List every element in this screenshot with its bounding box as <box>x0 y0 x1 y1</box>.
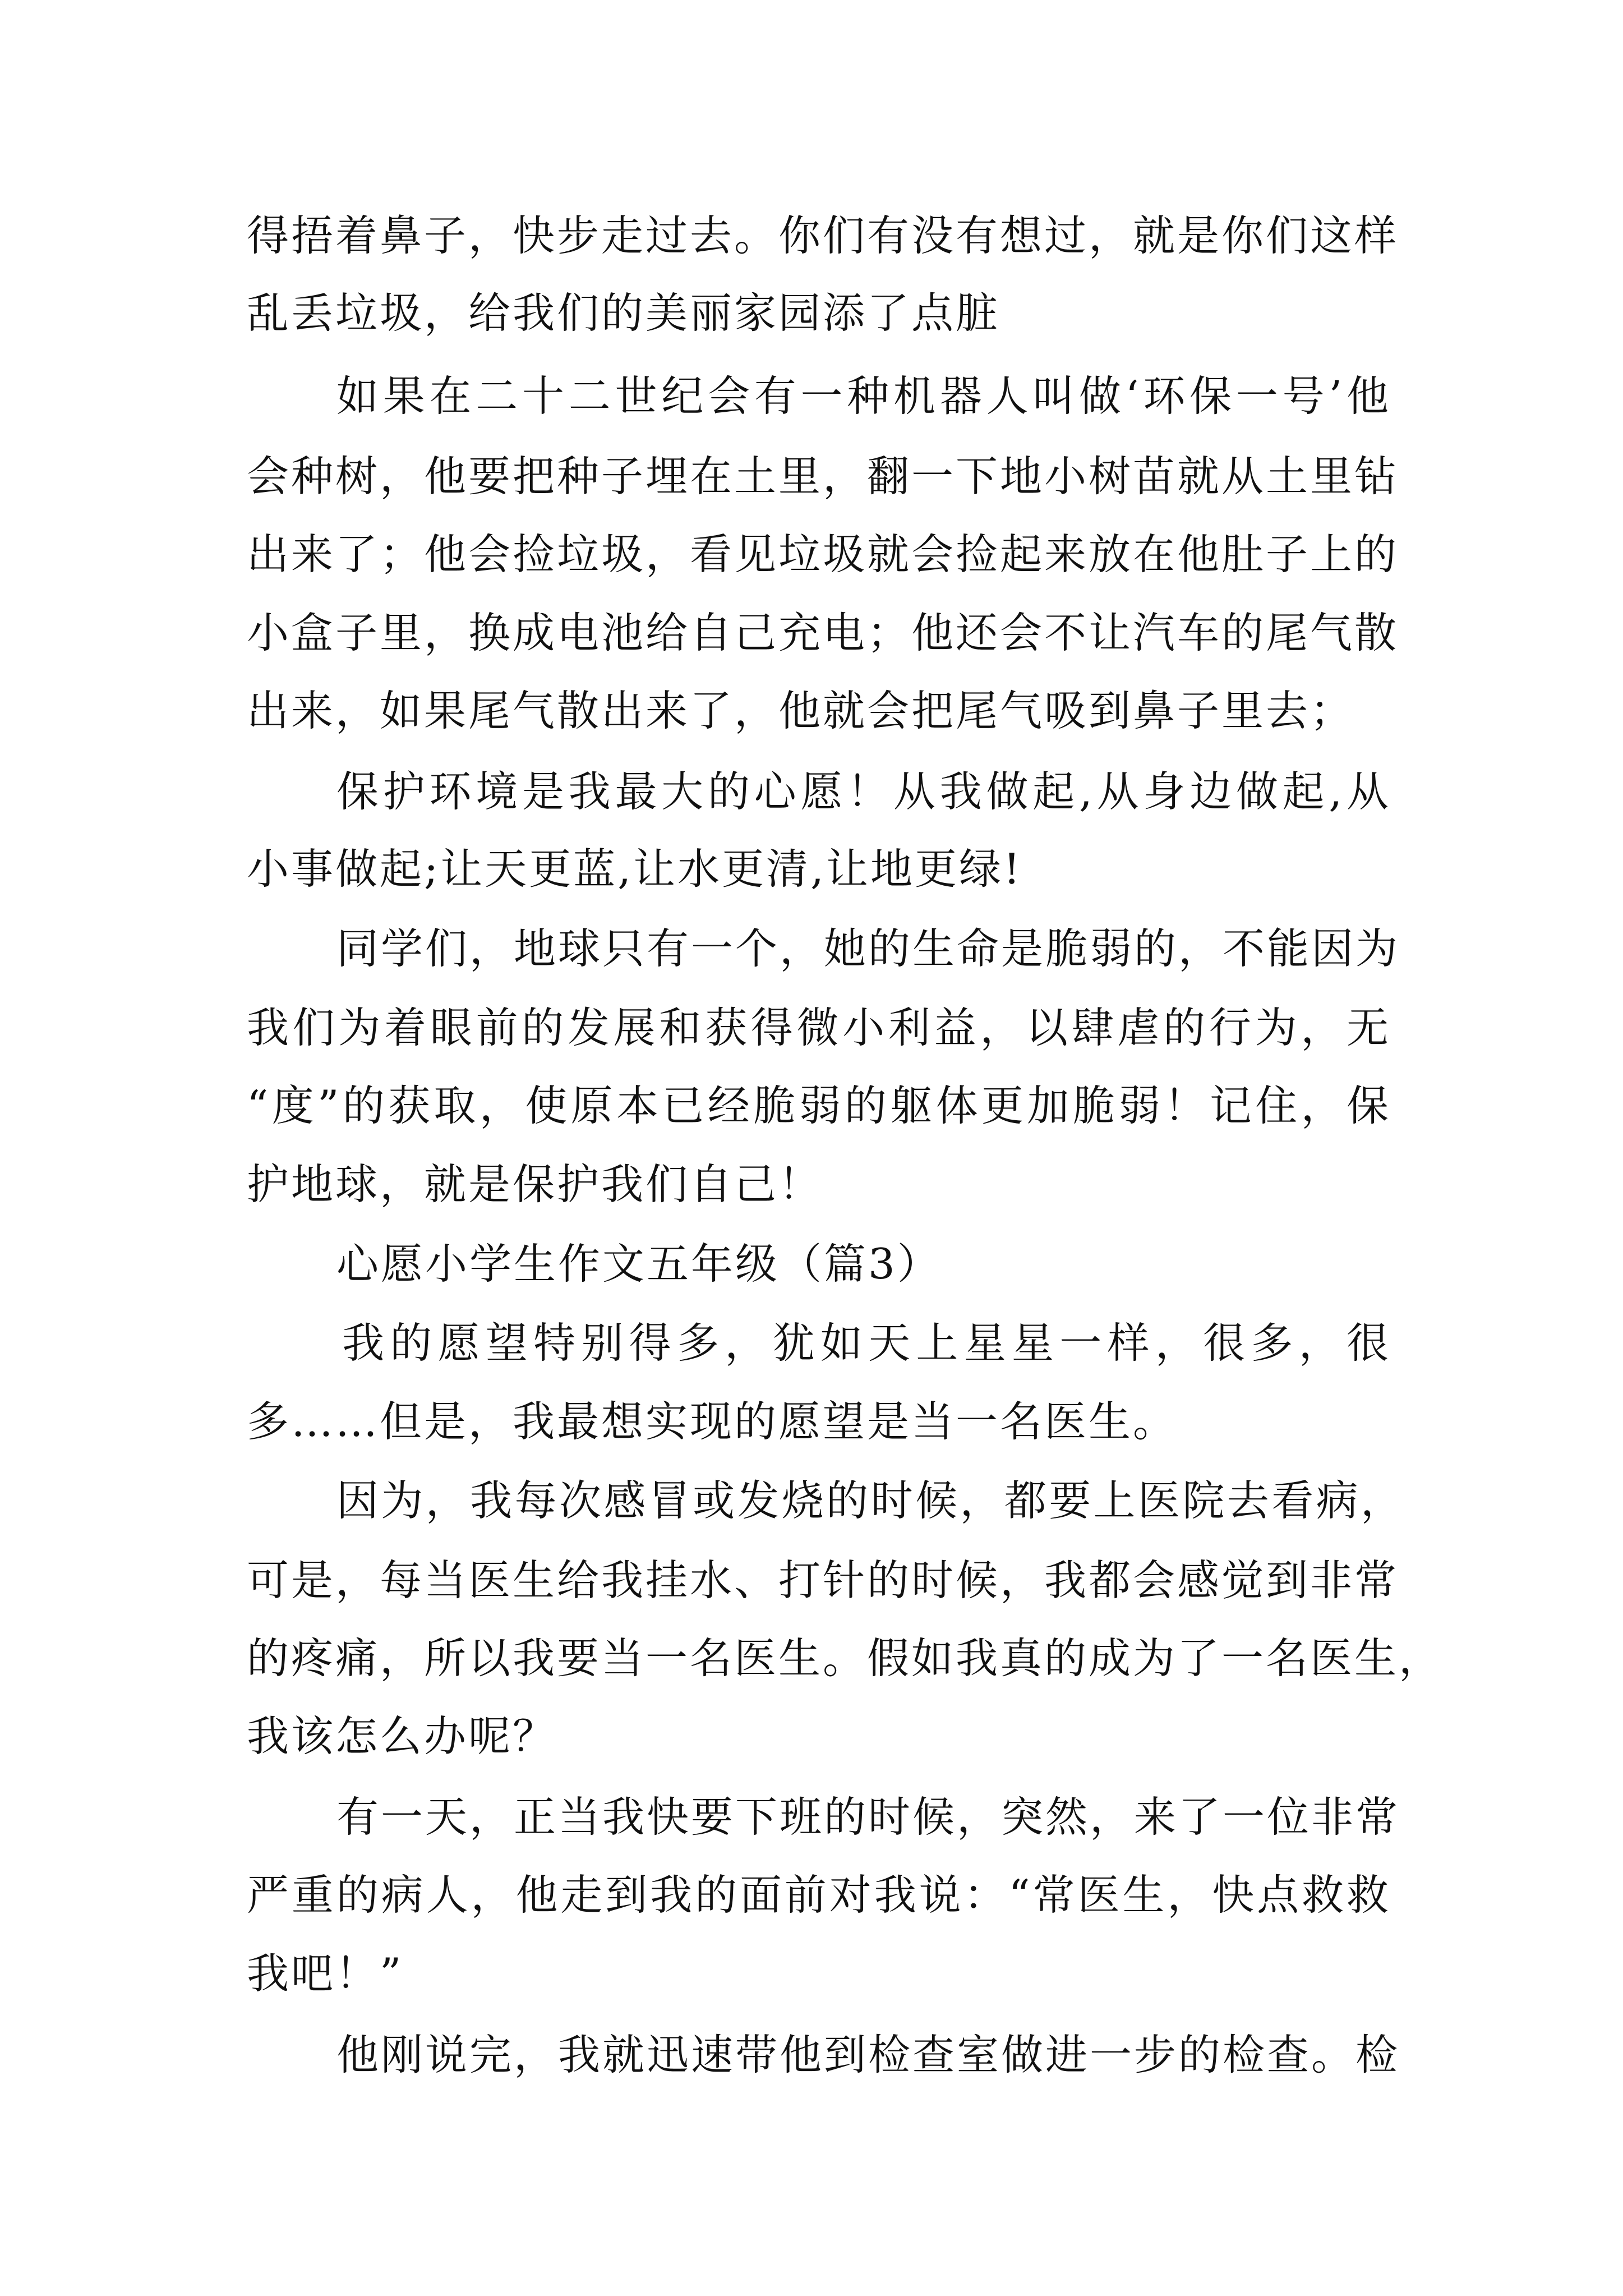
text-line: 我该怎么办呢？ <box>247 1711 557 1761</box>
text-line: 如果在二十二世纪会有一种机器人叫做‘环保一号’他 <box>336 371 1391 421</box>
text-line: 可是，每当医生给我挂水、打针的时候，我都会感觉到非常 <box>247 1556 1399 1605</box>
text-line: 小事做起;让天更蓝,让水更清,让地更绿! <box>247 844 1023 894</box>
text-line: 我吧！” <box>247 1949 404 1998</box>
text-line: 会种树，他要把种子埋在土里，翻一下地小树苗就从土里钻 <box>247 452 1399 501</box>
text-line: 多……但是，我最想实现的愿望是当一名医生。 <box>247 1397 1178 1446</box>
text-line: 得捂着鼻子，快步走过去。你们有没有想过，就是你们这样 <box>247 211 1399 260</box>
text-line: 同学们，地球只有一个，她的生命是脆弱的，不能因为 <box>336 924 1400 973</box>
text-line: 护地球，就是保护我们自己！ <box>247 1159 823 1209</box>
text-line: 有一天，正当我快要下班的时候，突然，来了一位非常 <box>336 1792 1400 1842</box>
text-line: 我的愿望特别得多，犹如天上星星一样，很多，很 <box>342 1318 1391 1368</box>
text-line: 出来，如果尾气散出来了，他就会把尾气吸到鼻子里去； <box>247 686 1355 735</box>
text-line: “度”的获取，使原本已经脆弱的躯体更加脆弱！记住，保 <box>247 1081 1391 1130</box>
text-line: 出来了；他会捡垃圾，看见垃圾就会捡起来放在他肚子上的 <box>247 530 1399 579</box>
section-heading: 心愿小学生作文五年级（篇3） <box>336 1239 942 1289</box>
text-line: 他刚说完，我就迅速带他到检查室做进一步的检查。检 <box>336 2030 1400 2079</box>
text-line: 严重的病人，他走到我的面前对我说：“常医生，快点救救 <box>247 1870 1391 1920</box>
text-line: 因为，我每次感冒或发烧的时候，都要上医院去看病， <box>336 1476 1405 1525</box>
text-line: 我们为着眼前的发展和获得微小利益，以肆虐的行为，无 <box>247 1003 1391 1052</box>
text-line: 的疼痛，所以我要当一名医生。假如我真的成为了一名医生， <box>247 1634 1444 1683</box>
text-line: 小盒子里，换成电池给自己充电；他还会不让汽车的尾气散 <box>247 608 1399 657</box>
text-line: 乱丢垃圾，给我们的美丽家园添了点脏 <box>247 288 1000 338</box>
text-line: 保护环境是我最大的心愿！从我做起,从身边做起,从 <box>336 767 1391 816</box>
